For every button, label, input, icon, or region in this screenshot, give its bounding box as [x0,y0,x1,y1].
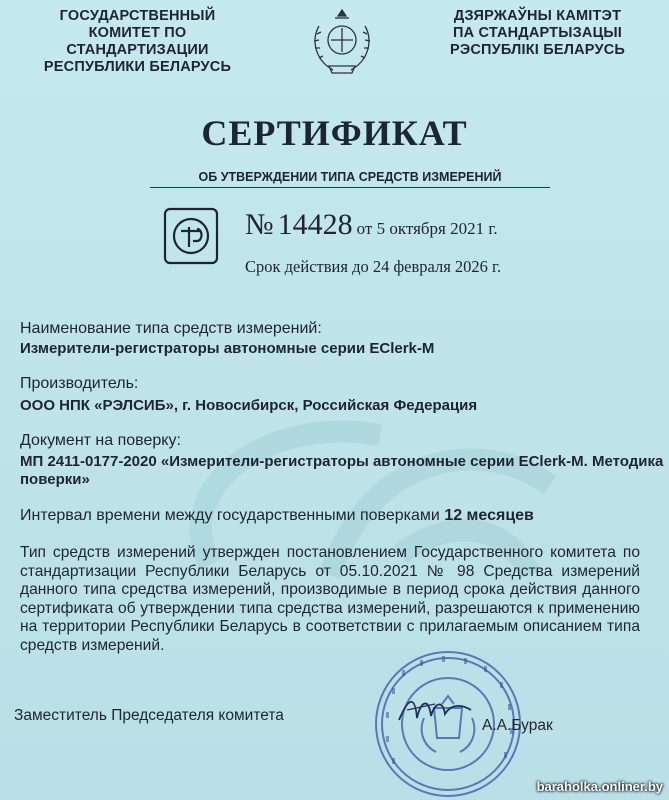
header-left-line: СТАНДАРТИЗАЦИИ [66,42,209,58]
header-right-line: ДЗЯРЖАЎНЫ КАМІТЭТ [453,8,622,24]
manufacturer-value: ООО НПК «РЭЛСИБ», г. Новосибирск, Российская Федерация [20,397,478,414]
type-label: Наименование типа средств измерений: [20,320,322,337]
certificate-number: 14428 [277,208,353,241]
header-left [30,8,245,76]
header-right-line: РЭСПУБЛІКІ БЕЛАРУСЬ [449,42,625,58]
interval-value: 12 месяцев [444,507,534,524]
signature-icon [395,690,475,730]
standardization-mark-icon [163,207,219,265]
certificate-number-line [245,208,498,242]
certificate-date: от 5 октября 2021 г. [356,219,498,238]
header-left-line: ГОСУДАРСТВЕННЫЙ [59,8,216,24]
header-left-line: КОМИТЕТ ПО [88,25,187,41]
state-emblem-icon [305,6,379,80]
site-watermark: baraholka.onliner.by [536,779,663,794]
signer-position: Заместитель Председателя комитета [14,707,284,724]
header-left-line: РЕСПУБЛИКИ БЕЛАРУСЬ [43,59,232,75]
interval-line [20,507,534,525]
header-right [430,8,645,59]
document-value-line2: поверки» [20,471,90,488]
signer-name: А.А.Бурак [482,717,553,734]
document-title: СЕРТИФИКАТ [201,113,468,153]
manufacturer-label: Производитель: [20,375,139,392]
approval-paragraph: Тип средств измерений утвержден постановлением Государственного комитета по стандартизации Республики Беларусь от 05.10.2021 № 98 Средства измерений данного типа средства измерений, производимые в период срока действия данного сертификата об утверждении типа средства измерений, разрешаются к применению на территории Республики Беларусь в соответствии с прилагаемым описанием типа средств измерений. [20,544,640,654]
type-value: Измерители-регистраторы автономные серии EClerk-M [20,340,435,357]
document-value-line1: МП 2411-0177-2020 «Измерители-регистраторы автономные серии EClerk-M. Методика [20,453,664,470]
document-label: Документ на поверку: [20,432,181,449]
number-sign: № [245,208,274,241]
validity-text: Срок действия до 24 февраля 2026 г. [245,257,502,276]
document-subtitle: ОБ УТВЕРЖДЕНИИ ТИПА СРЕДСТВ ИЗМЕРЕНИЙ [150,170,550,188]
interval-text: Интервал времени между государственными поверками [20,507,440,524]
header-right-line: ПА СТАНДАРТЫЗАЦЫІ [452,25,623,41]
